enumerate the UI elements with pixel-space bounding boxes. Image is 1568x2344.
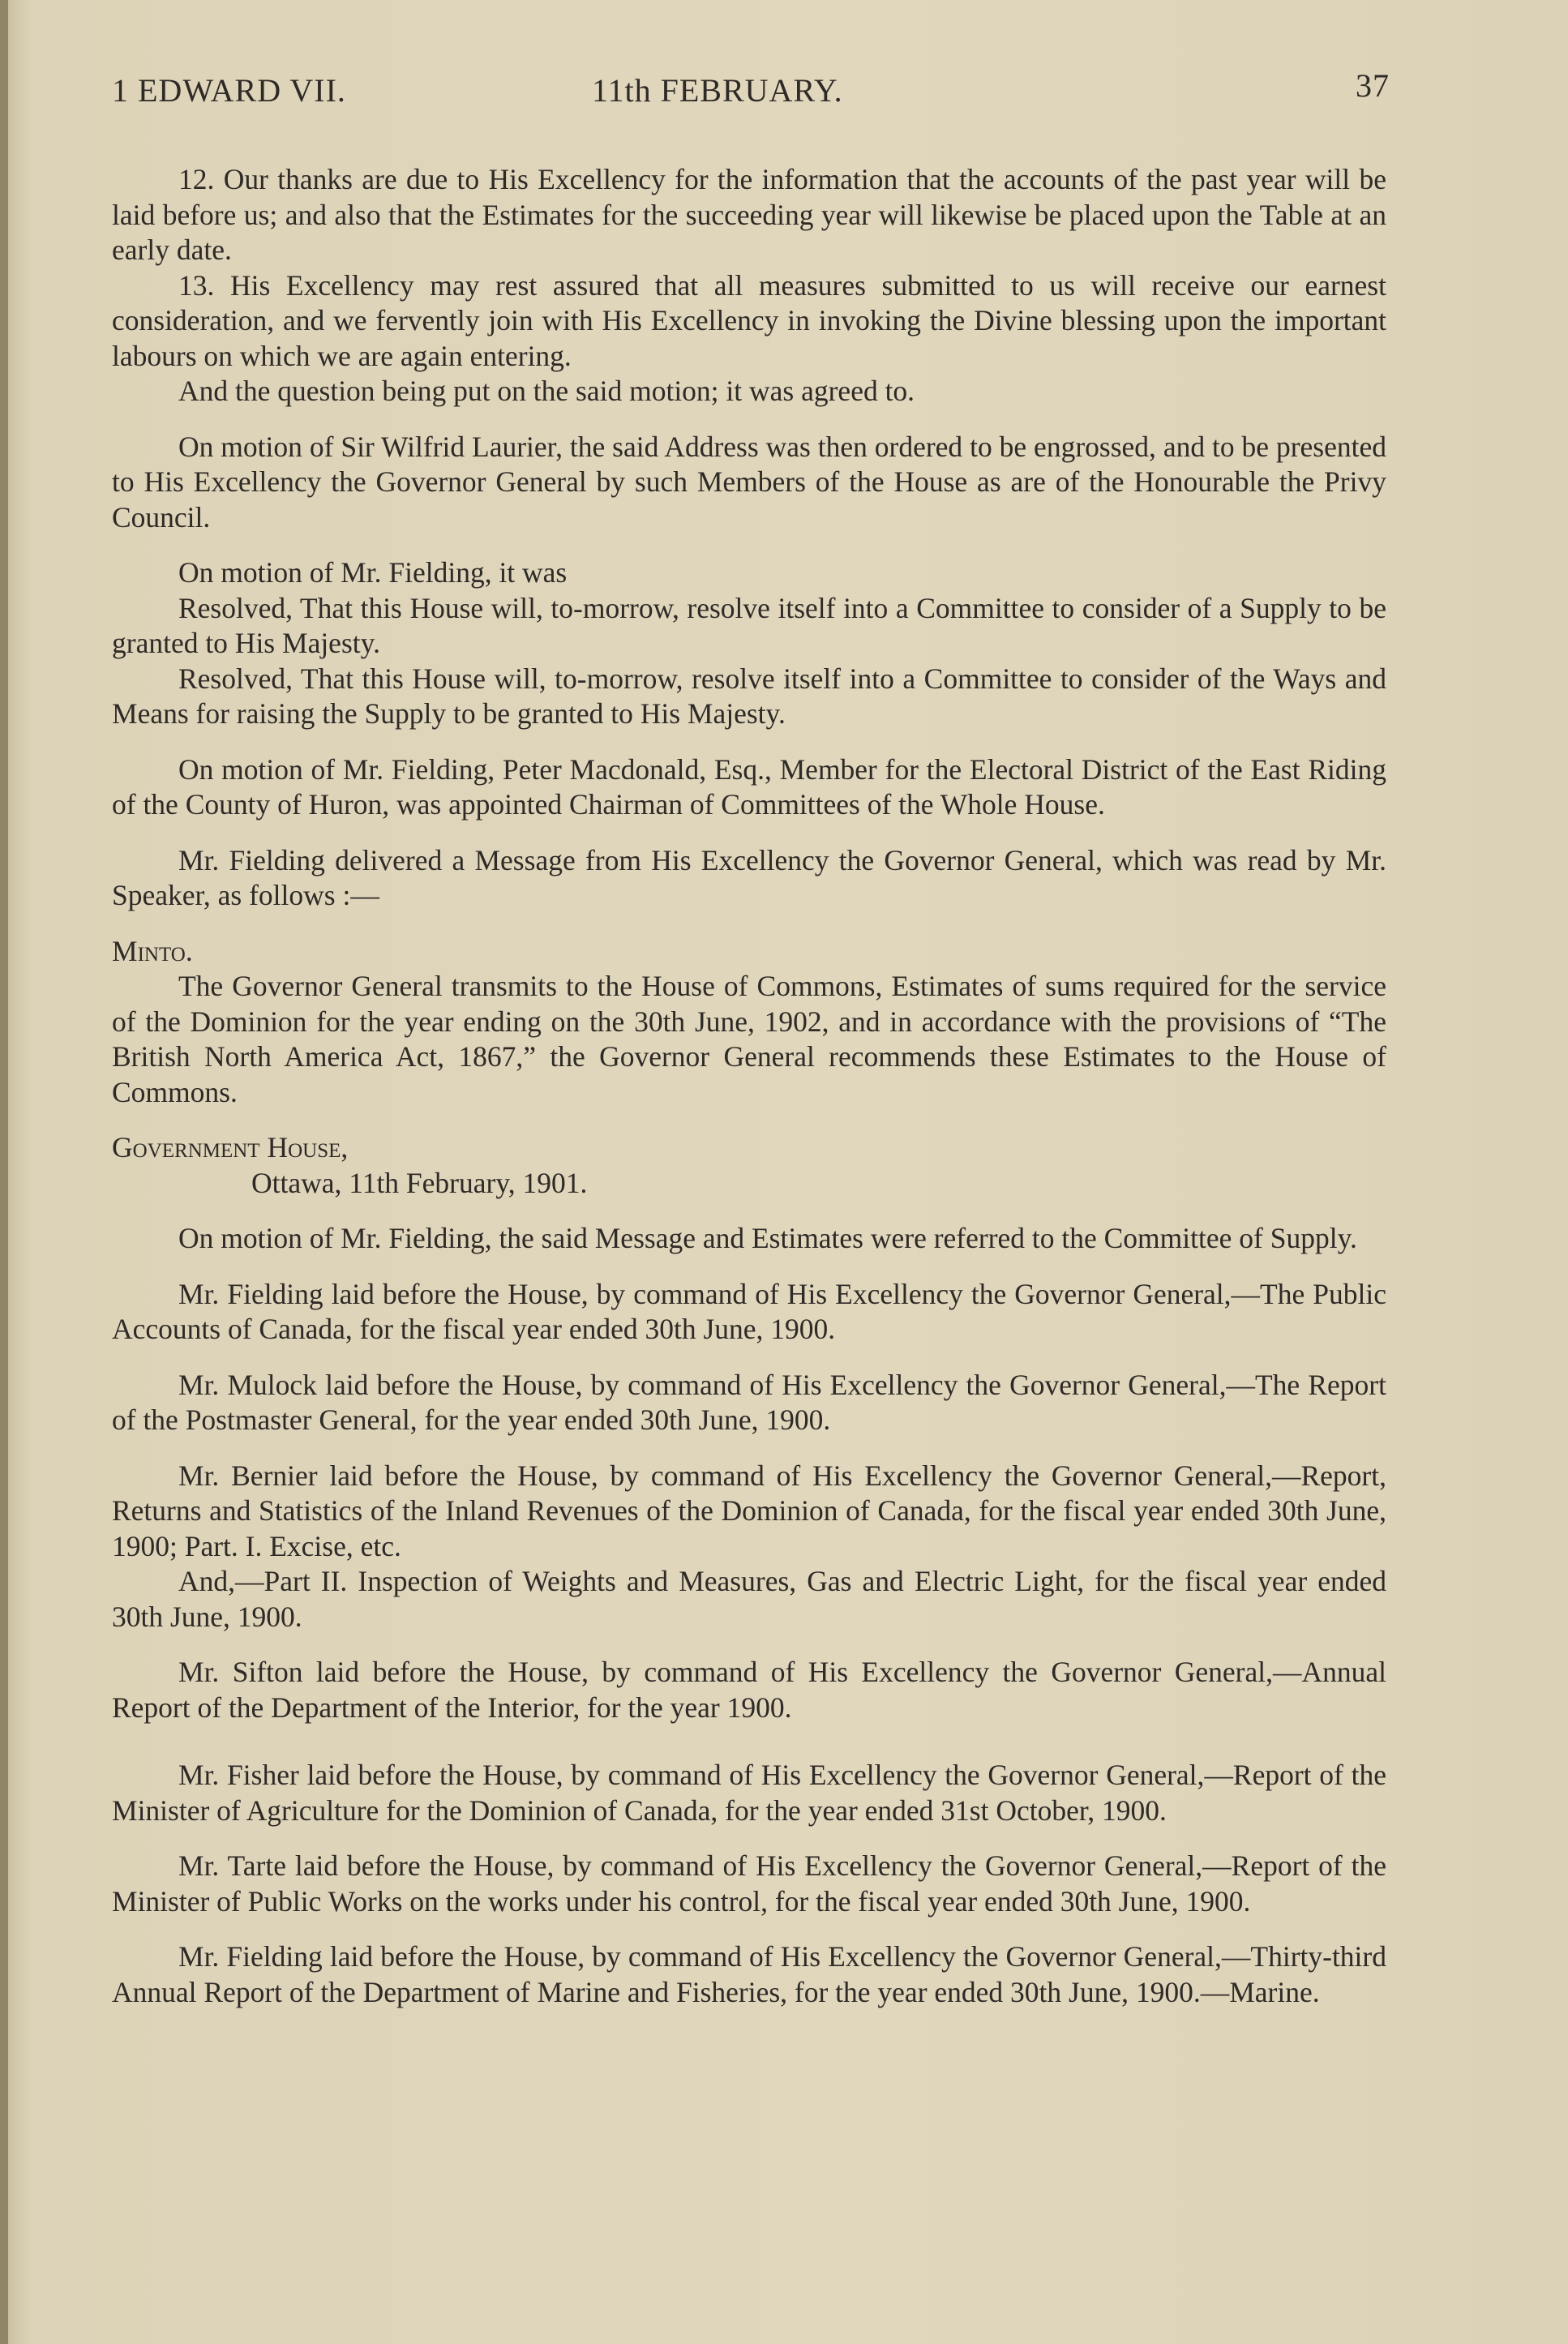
paragraph-message-referred: On motion of Mr. Fielding, the said Message and Estimates were referred to the Committee of Supply. (178, 1222, 1357, 1254)
running-header (112, 67, 1390, 120)
paragraph-address-engrossed: On motion of Sir Wilfrid Laurier, the said Address was then ordered to be engrossed, and to be presented to His Excellency the Governor General by such Members of the House as are of the Honourable the Privy Council. (112, 430, 1386, 534)
page-spine-shadow (0, 0, 8, 2344)
paragraph-public-works-report: Mr. Tarte laid before the House, by command of His Excellency the Governor General,—Report of the Minister of Public Works on the works under his control, for the fiscal year ended 30th June, 1900. (112, 1849, 1386, 1918)
paragraph-marine-fisheries-report: Mr. Fielding laid before the House, by command of His Excellency the Governor General,—Thirty-third Annual Report of the Department of Marine and Fisheries, for the year ended 30th June, 1900.—Marine. (112, 1940, 1386, 2008)
paragraph-estimates-message: The Governor General transmits to the House of Commons, Estimates of sums required for the service of the Dominion for the year ending on the 30th June, 1902, and in accordance with the provisions of “The British North America Act, 1867,” the Governor General recommends these Estimates to the House of Commons. (112, 970, 1386, 1108)
page-number: 37 (1356, 67, 1390, 104)
address-ottawa-date: Ottawa, 11th February, 1901. (251, 1166, 588, 1199)
journal-body (112, 162, 1386, 2010)
address-government-house: Government House, (112, 1131, 349, 1163)
header-regnal-year: 1 EDWARD VII. (112, 72, 346, 109)
paragraph-message-delivered: Mr. Fielding delivered a Message from His Excellency the Governor General, which was read by Mr. Speaker, as follows :— (112, 843, 1386, 911)
paragraph-inland-revenue: Mr. Bernier laid before the House, by command of His Excellency the Governor General,—Report, Returns and Statistics of the Inland Revenues of the Dominion of Canada, for the fiscal year ended 30th June, 1900; Part. I. Excise, etc. (112, 1459, 1386, 1562)
paragraph-address-13: 13. His Excellency may rest assured that all measures submitted to us will receive our earnest consideration, and we fervently join with His Excellency in invoking the Divine blessing upon the important labours on which we are again entering. (112, 268, 1386, 372)
paragraph-question-agreed: And the question being put on the said motion; it was agreed to. (178, 375, 915, 407)
paragraph-weights-measures: And,—Part II. Inspection of Weights and Measures, Gas and Electric Light, for the fiscal year ended 30th June, 1900. (112, 1565, 1386, 1633)
paragraph-chairman-appointed: On motion of Mr. Fielding, Peter Macdonald, Esq., Member for the Electoral District of the East Riding of the County of Huron, was appointed Chairman of Committees of the Whole House. (112, 752, 1386, 821)
paragraph-interior-report: Mr. Sifton laid before the House, by command of His Excellency the Governor General,—Annual Report of the Department of the Interior, for the year 1900. (112, 1656, 1386, 1724)
paragraph-resolved-ways-means: Resolved, That this House will, to-morrow, resolve itself into a Committee to consider of the Ways and Means for raising the Supply to be granted to His Majesty. (112, 662, 1386, 730)
paragraph-public-accounts: Mr. Fielding laid before the House, by command of His Excellency the Governor General,—The Public Accounts of Canada, for the fiscal year ended 30th June, 1900. (112, 1277, 1386, 1345)
paragraph-motion-fielding: On motion of Mr. Fielding, it was (178, 556, 568, 589)
paragraph-resolved-supply: Resolved, That this House will, to-morrow, resolve itself into a Committee to consider of a Supply to be granted to His Majesty. (112, 591, 1386, 659)
paragraph-address-12: 12. Our thanks are due to His Excellency for the information that the accounts of the past year will be laid before us; and also that the Estimates for the succeeding year will likewise be placed upon the Table at an early date. (112, 163, 1386, 266)
paragraph-agriculture-report: Mr. Fisher laid before the House, by command of His Excellency the Governor General,—Report of the Minister of Agriculture for the Dominion of Canada, for the year ended 31st October, 1900. (112, 1759, 1386, 1827)
paragraph-postmaster-report: Mr. Mulock laid before the House, by command of His Excellency the Governor General,—The Report of the Postmaster General, for the year ended 30th June, 1900. (112, 1368, 1386, 1436)
header-date: 11th FEBRUARY. (592, 72, 843, 109)
message-signature-minto: Minto. (112, 934, 193, 967)
